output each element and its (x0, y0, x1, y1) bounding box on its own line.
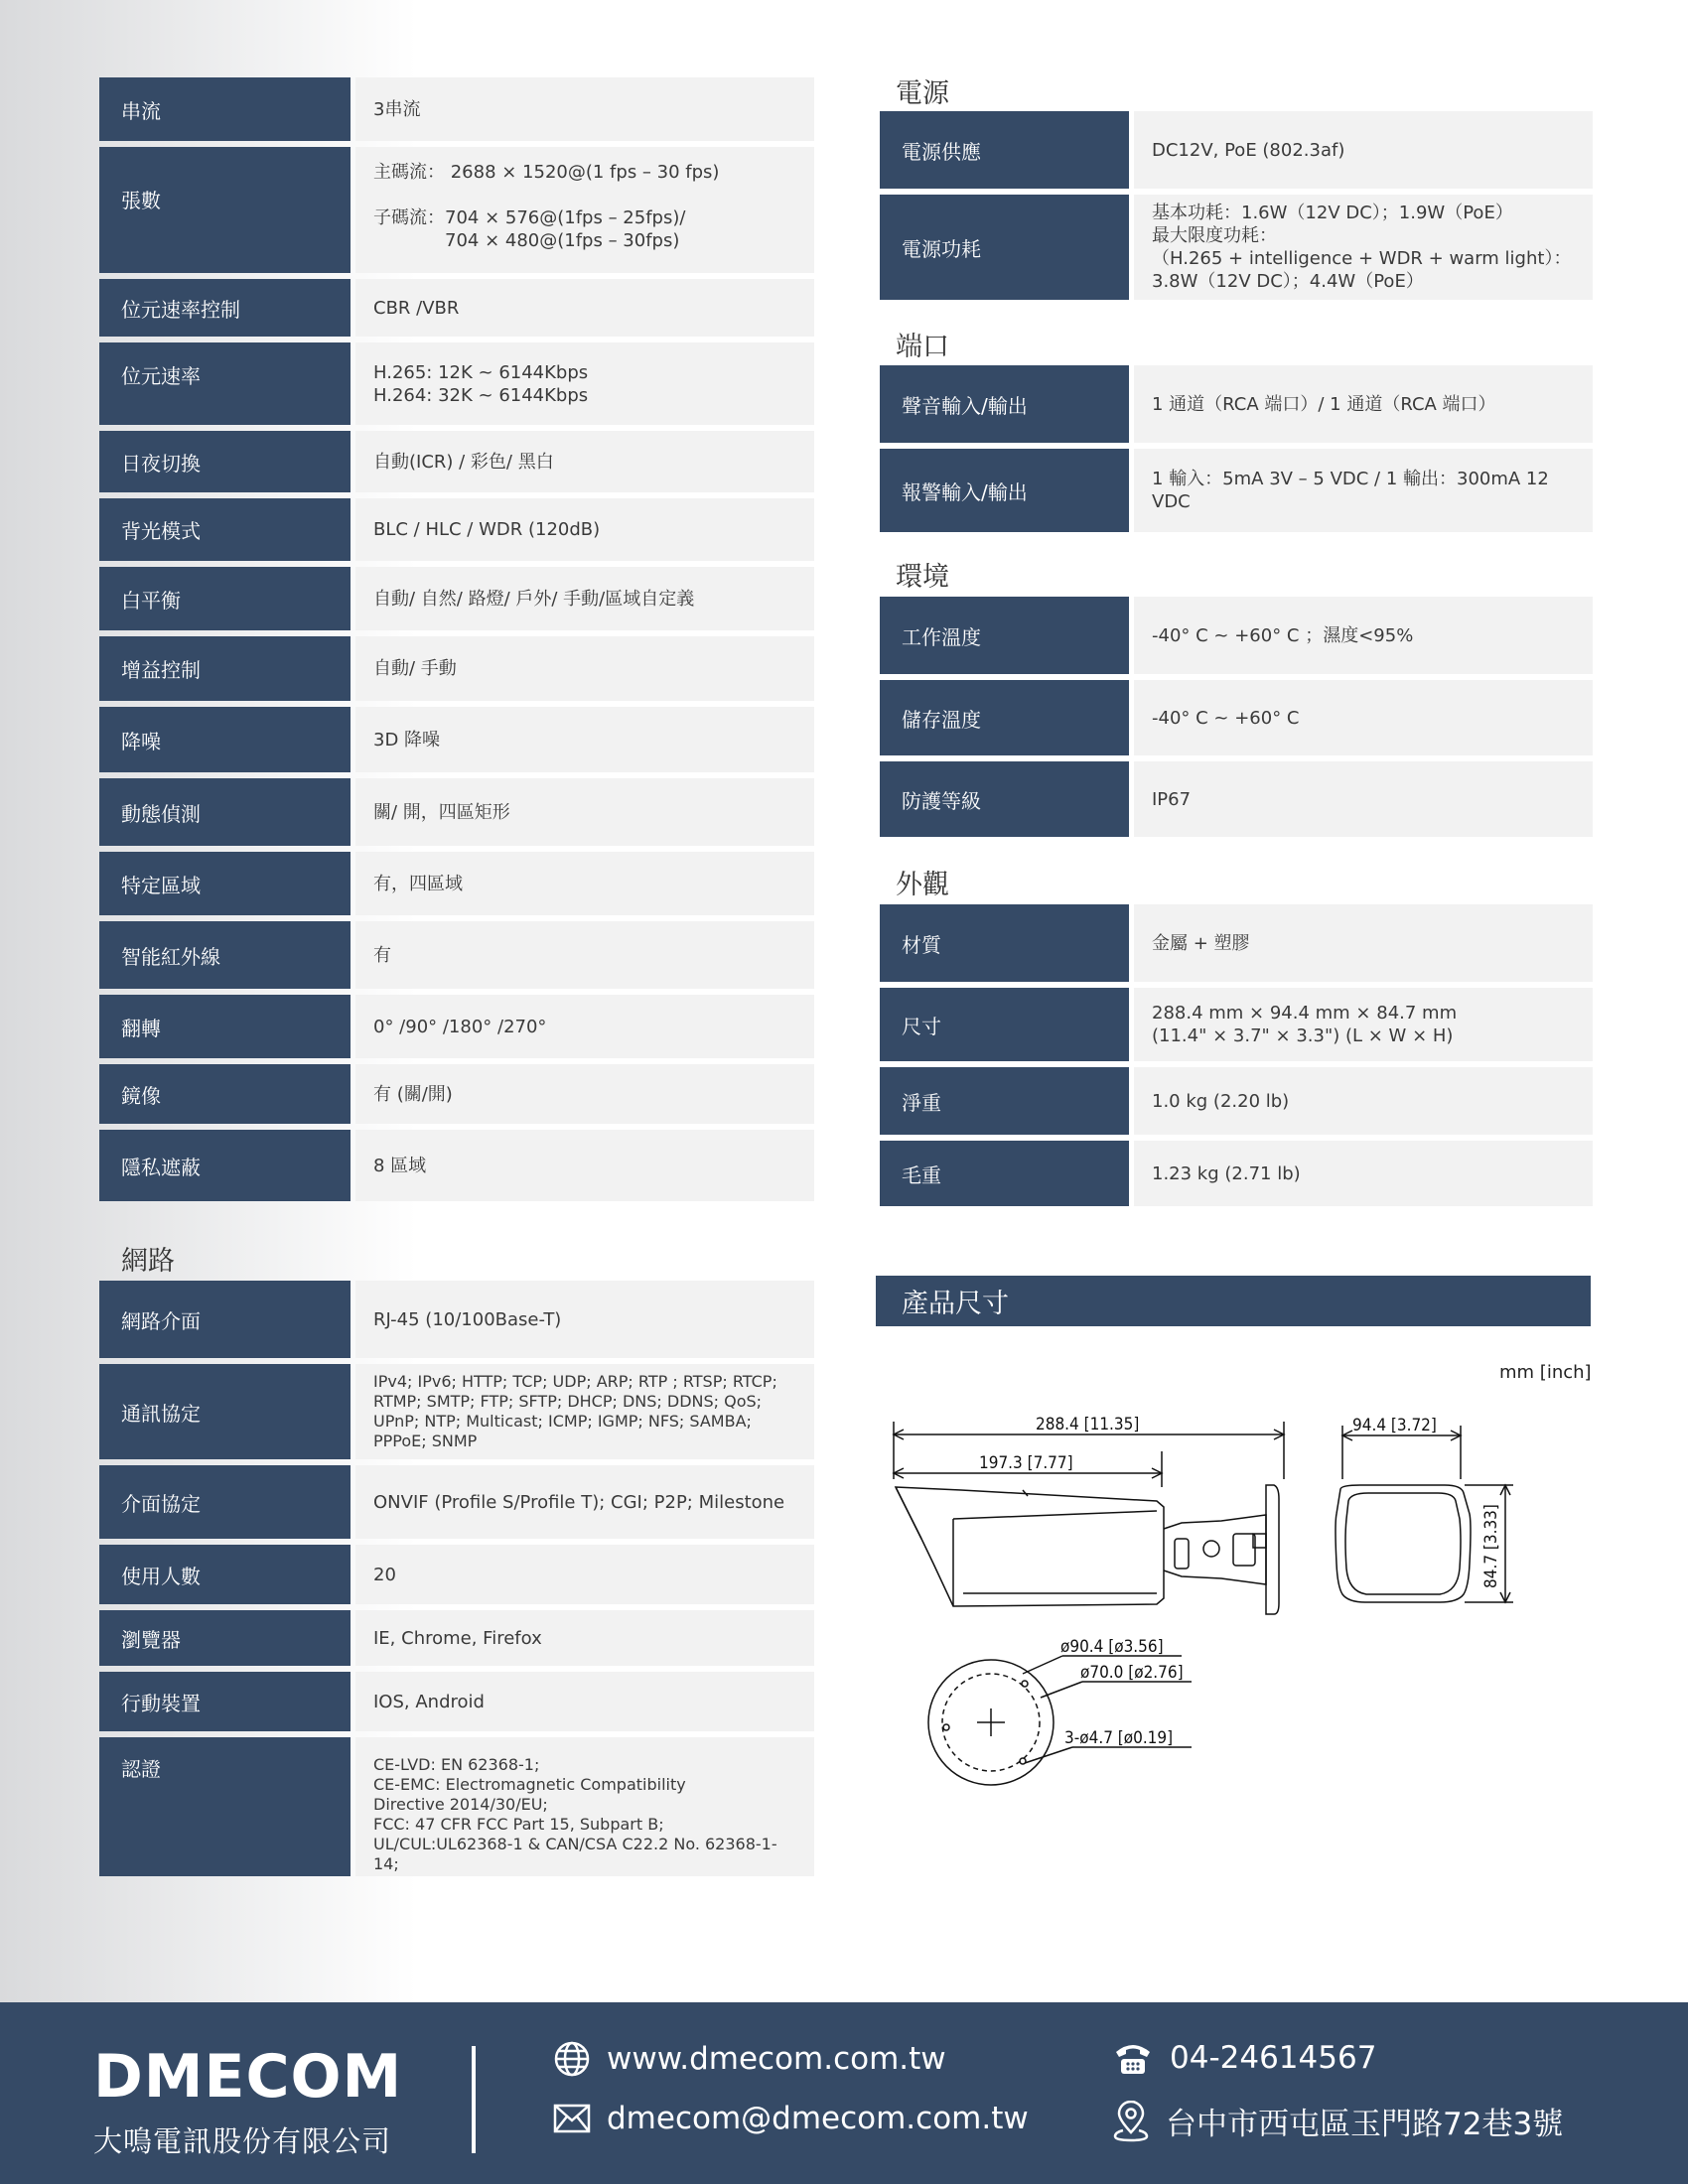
spec-row-gross-weight (880, 1141, 1593, 1206)
spec-row-power-supply (880, 111, 1593, 189)
spec-row-net-weight (880, 1067, 1593, 1135)
spec-row-day-night (99, 431, 814, 492)
spec-row-audio-io (880, 365, 1593, 443)
spec-row-gain (99, 636, 814, 701)
spec-row-privacy-mask (99, 1130, 814, 1201)
spec-value: 自動/ 手動 (355, 636, 814, 701)
brand-logo: DMECOM (93, 2042, 403, 2112)
spec-value: 基本功耗：1.6W（12V DC）；1.9W（PoE） 最大限度功耗： （H.265 + intelligence + WDR + warm light）： 3.8W（12V DC）；4.4W（PoE） (1134, 195, 1593, 300)
contact-email (553, 2101, 1029, 2136)
spec-row-users (99, 1545, 814, 1604)
spec-value: 1 通道（RCA 端口）/ 1 通道（RCA 端口） (1134, 365, 1593, 443)
dimension-drawing (874, 1390, 1589, 1807)
address-text: 台中市西屯區玉門路72巷3號 (1166, 2107, 1564, 2142)
spec-row-smart-ir (99, 921, 814, 989)
spec-row-alarm-io (880, 449, 1593, 532)
spec-label: 報警輸入/輸出 (880, 449, 1129, 532)
spec-row-interoperability (99, 1465, 814, 1539)
dim-height: 84.7 [3.33] (1481, 1504, 1501, 1588)
spec-row-resolution (99, 147, 814, 273)
footer (0, 2002, 1688, 2184)
spec-label: 白平衡 (99, 567, 351, 630)
spec-label: 電源功耗 (880, 195, 1129, 300)
spec-label: 認證 (99, 1737, 351, 1876)
spec-value: 20 (355, 1545, 814, 1604)
spec-label: 行動裝置 (99, 1672, 351, 1731)
spec-value: 主碼流： 2688 × 1520@(1 fps – 30 fps) 子碼流：704 × 576@(1fps – 25fps)/ 704 × 480@(1fps – 30fps) (355, 147, 814, 273)
dim-holes: 3-ø4.7 [ø0.19] (1064, 1728, 1174, 1748)
spec-row-stream (99, 77, 814, 141)
spec-label: 位元速率 (99, 342, 351, 425)
spec-value: 8 區域 (355, 1130, 814, 1201)
spec-label: 介面協定 (99, 1465, 351, 1539)
spec-row-motion-detection (99, 778, 814, 846)
spec-value: RJ-45 (10/100Base-T) (355, 1281, 814, 1358)
spec-row-power-consumption (880, 195, 1593, 300)
phone-number[interactable]: 04-24614567 (1170, 2040, 1377, 2076)
spec-value: IOS, Android (355, 1672, 814, 1731)
spec-row-flip (99, 995, 814, 1058)
spec-label: 工作溫度 (880, 597, 1129, 674)
spec-row-operating-temp (880, 597, 1593, 674)
location-pin-icon (1112, 2101, 1150, 2142)
spec-value: IP67 (1134, 761, 1593, 837)
dim-length-body: 197.3 [7.77] (979, 1453, 1073, 1473)
spec-label: 通訊協定 (99, 1364, 351, 1459)
spec-label: 張數 (99, 147, 351, 273)
spec-label: 使用人數 (99, 1545, 351, 1604)
spec-label: 串流 (99, 77, 351, 141)
footer-divider (472, 2046, 476, 2153)
spec-label: 翻轉 (99, 995, 351, 1058)
contact-address (1112, 2099, 1563, 2143)
dim-width: 94.4 [3.72] (1352, 1416, 1437, 1435)
spec-value: 有，四區域 (355, 852, 814, 915)
dimensions-header: 產品尺寸 (876, 1276, 1591, 1326)
section-title-ports: 端口 (896, 332, 949, 362)
spec-label: 網路介面 (99, 1281, 351, 1358)
dimensions-unit: mm [inch] (1499, 1362, 1592, 1383)
spec-value: 關/ 開，四區矩形 (355, 778, 814, 846)
spec-label: 位元速率控制 (99, 279, 351, 337)
spec-row-certifications (99, 1737, 814, 1876)
spec-label: 日夜切換 (99, 431, 351, 492)
spec-row-bitrate (99, 342, 814, 425)
spec-value: 有 (355, 921, 814, 989)
spec-row-material (880, 904, 1593, 982)
section-title-power: 電源 (896, 78, 949, 109)
spec-label: 防護等級 (880, 761, 1129, 837)
spec-label: 背光模式 (99, 498, 351, 561)
spec-value: 0° /90° /180° /270° (355, 995, 814, 1058)
spec-value: 3D 降噪 (355, 707, 814, 772)
spec-value: CBR /VBR (355, 279, 814, 337)
dim-hole-circle: ø70.0 [ø2.76] (1080, 1663, 1184, 1683)
spec-value: H.265: 12K ~ 6144Kbps H.264: 32K ~ 6144Kbps (355, 342, 814, 425)
spec-value: 3串流 (355, 77, 814, 141)
spec-row-white-balance (99, 567, 814, 630)
spec-label: 增益控制 (99, 636, 351, 701)
spec-value: 有 (關/開) (355, 1064, 814, 1124)
spec-label: 降噪 (99, 707, 351, 772)
spec-value: DC12V, PoE (802.3af) (1134, 111, 1593, 189)
spec-label: 儲存溫度 (880, 680, 1129, 755)
spec-row-bitrate-control (99, 279, 814, 337)
spec-row-browser (99, 1610, 814, 1666)
spec-row-roi (99, 852, 814, 915)
spec-value: CE-LVD: EN 62368-1; CE-EMC: Electromagnetic Compatibility Directive 2014/30/EU; FCC: 47 CFR FCC Part 15, Subpart B; UL/CUL:UL62368-1 & CAN/CSA C22.2 No. 62368-1-14; (355, 1737, 814, 1876)
spec-label: 聲音輸入/輸出 (880, 365, 1129, 443)
spec-row-backlight (99, 498, 814, 561)
spec-value: IE, Chrome, Firefox (355, 1610, 814, 1666)
company-name: 大鳴電訊股份有限公司 (93, 2124, 392, 2158)
spec-row-protocols (99, 1364, 814, 1459)
contact-phone (1112, 2040, 1376, 2076)
spec-label: 智能紅外線 (99, 921, 351, 989)
spec-row-mirror (99, 1064, 814, 1124)
spec-row-mobile (99, 1672, 814, 1731)
section-title-environment: 環境 (896, 562, 949, 593)
website-link[interactable]: www.dmecom.com.tw (607, 2041, 946, 2077)
spec-value: ONVIF (Profile S/Profile T); CGI; P2P; Milestone (355, 1465, 814, 1539)
spec-value: -40° C ~ +60° C (1134, 680, 1593, 755)
dim-base-diameter: ø90.4 [ø3.56] (1060, 1637, 1164, 1657)
spec-label: 尺寸 (880, 988, 1129, 1061)
spec-label: 隱私遮蔽 (99, 1130, 351, 1201)
globe-icon (553, 2040, 591, 2078)
spec-value: 自動(ICR) / 彩色/ 黑白 (355, 431, 814, 492)
spec-value: BLC / HLC / WDR (120dB) (355, 498, 814, 561)
spec-row-storage-temp (880, 680, 1593, 755)
spec-row-size (880, 988, 1593, 1061)
spec-label: 動態偵測 (99, 778, 351, 846)
spec-label: 瀏覽器 (99, 1610, 351, 1666)
contact-website (553, 2040, 946, 2078)
spec-value: 金屬 + 塑膠 (1134, 904, 1593, 982)
spec-value: -40° C ~ +60° C ；濕度<95% (1134, 597, 1593, 674)
spec-label: 特定區域 (99, 852, 351, 915)
phone-icon (1112, 2040, 1154, 2076)
spec-label: 材質 (880, 904, 1129, 982)
spec-value: IPv4; IPv6; HTTP; TCP; UDP; ARP; RTP ; RTSP; RTCP; RTMP; SMTP; FTP; SFTP; DHCP; DNS; DDNS; QoS; UPnP; NTP; Multicast; ICMP; IGMP; NFS; SAMBA; PPPoE; SNMP (355, 1364, 814, 1459)
spec-value: 1 輸入：5mA 3V – 5 VDC / 1 輸出：300mA 12 VDC (1134, 449, 1593, 532)
spec-label: 鏡像 (99, 1064, 351, 1124)
spec-row-protection (880, 761, 1593, 837)
dim-length-total: 288.4 [11.35] (1036, 1415, 1140, 1434)
spec-value: 288.4 mm × 94.4 mm × 84.7 mm (11.4" × 3.7" × 3.3") (L × W × H) (1134, 988, 1593, 1061)
spec-label: 淨重 (880, 1067, 1129, 1135)
spec-row-network-interface (99, 1281, 814, 1358)
mail-icon (553, 2104, 591, 2133)
section-title-network: 網路 (121, 1246, 175, 1277)
section-title-appearance: 外觀 (896, 870, 949, 900)
email-link[interactable]: dmecom@dmecom.com.tw (607, 2101, 1029, 2136)
spec-value: 1.23 kg (2.71 lb) (1134, 1141, 1593, 1206)
spec-value: 1.0 kg (2.20 lb) (1134, 1067, 1593, 1135)
spec-row-noise-reduction (99, 707, 814, 772)
spec-label: 毛重 (880, 1141, 1129, 1206)
spec-label: 電源供應 (880, 111, 1129, 189)
spec-value: 自動/ 自然/ 路燈/ 戶外/ 手動/區域自定義 (355, 567, 814, 630)
